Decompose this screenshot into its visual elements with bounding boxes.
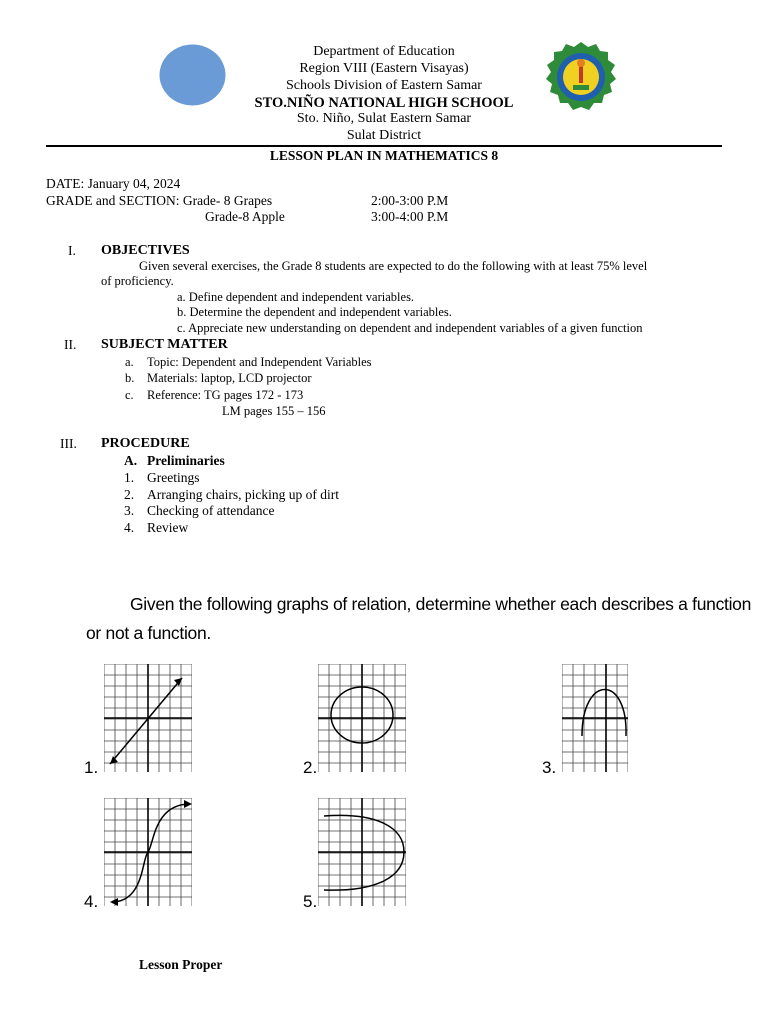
objective-c: c. Appreciate new understanding on dependent and independent variables of a given function	[177, 321, 643, 335]
header-school-name: STO.NIÑO NATIONAL HIGH SCHOOL	[254, 95, 514, 111]
header-line-district: Sulat District	[346, 128, 422, 143]
grade-section-line: GRADE and SECTION: Grade- 8 Grapes	[46, 193, 273, 208]
date-line: DATE: January 04, 2024	[46, 176, 181, 191]
procedure-item: Greetings	[147, 470, 200, 485]
subject-mark-c: c.	[125, 388, 134, 402]
header-line-region: Region VIII (Eastern Visayas)	[299, 61, 469, 76]
procedure-heading: PROCEDURE	[101, 436, 190, 451]
objectives-intro-2: of proficiency.	[101, 274, 174, 288]
procedure-item-mark: 4.	[124, 520, 135, 535]
graph-label-3: 3.	[542, 758, 557, 777]
time-slot-2: 3:00-4:00 P.M	[371, 209, 449, 224]
graph-1	[104, 664, 192, 772]
subject-numeral: II.	[64, 337, 77, 352]
graph-5	[318, 798, 406, 906]
procedure-numeral: III.	[60, 436, 77, 451]
objectives-numeral: I.	[68, 243, 76, 258]
procedure-item-mark: 2.	[124, 487, 135, 502]
procedure-preliminaries: Preliminaries	[147, 453, 225, 468]
procedure-mark-a: A.	[124, 453, 138, 468]
subject-topic: Topic: Dependent and Independent Variables	[147, 355, 372, 369]
subject-reference: Reference: TG pages 172 - 173	[147, 388, 304, 402]
objectives-intro-1: Given several exercises, the Grade 8 students are expected to do the following with at least 75% level	[139, 259, 648, 273]
exercise-instruction-1: Given the following graphs of relation, determine whether each describes a function	[130, 594, 752, 614]
time-slot-1: 2:00-3:00 P.M	[371, 193, 449, 208]
procedure-item: Checking of attendance	[147, 503, 275, 518]
graph-3	[562, 664, 628, 772]
subject-mark-b: b.	[125, 371, 135, 385]
procedure-item-mark: 3.	[124, 503, 135, 518]
procedure-item: Arranging chairs, picking up of dirt	[147, 487, 339, 502]
graph-4	[104, 798, 192, 906]
graph-label-2: 2.	[303, 758, 318, 777]
lesson-proper-heading: Lesson Proper	[139, 957, 223, 972]
subject-heading: SUBJECT MATTER	[101, 337, 228, 352]
graph-2	[318, 664, 406, 772]
procedure-item: Review	[147, 520, 189, 535]
graph-label-4: 4.	[84, 892, 99, 911]
objectives-heading: OBJECTIVES	[101, 243, 190, 258]
procedure-item-mark: 1.	[124, 470, 135, 485]
header-line-address: Sto. Niño, Sulat Eastern Samar	[296, 111, 472, 126]
subject-mark-a: a.	[125, 355, 134, 369]
header-divider	[46, 145, 722, 147]
subject-materials: Materials: laptop, LCD projector	[147, 371, 312, 385]
header-line-deped: Department of Education	[313, 44, 455, 59]
grade-section-2: Grade-8 Apple	[205, 209, 285, 224]
objective-b: b. Determine the dependent and independent variables.	[177, 305, 452, 319]
graph-label-1: 1.	[84, 758, 99, 777]
header-line-division: Schools Division of Eastern Samar	[286, 78, 482, 93]
subject-reference-2: LM pages 155 – 156	[222, 404, 326, 418]
graph-label-5: 5.	[303, 892, 318, 911]
objective-a: a. Define dependent and independent variables.	[177, 290, 415, 304]
document-title: LESSON PLAN IN MATHEMATICS 8	[269, 148, 499, 163]
exercise-instruction-2: or not a function.	[86, 623, 211, 643]
